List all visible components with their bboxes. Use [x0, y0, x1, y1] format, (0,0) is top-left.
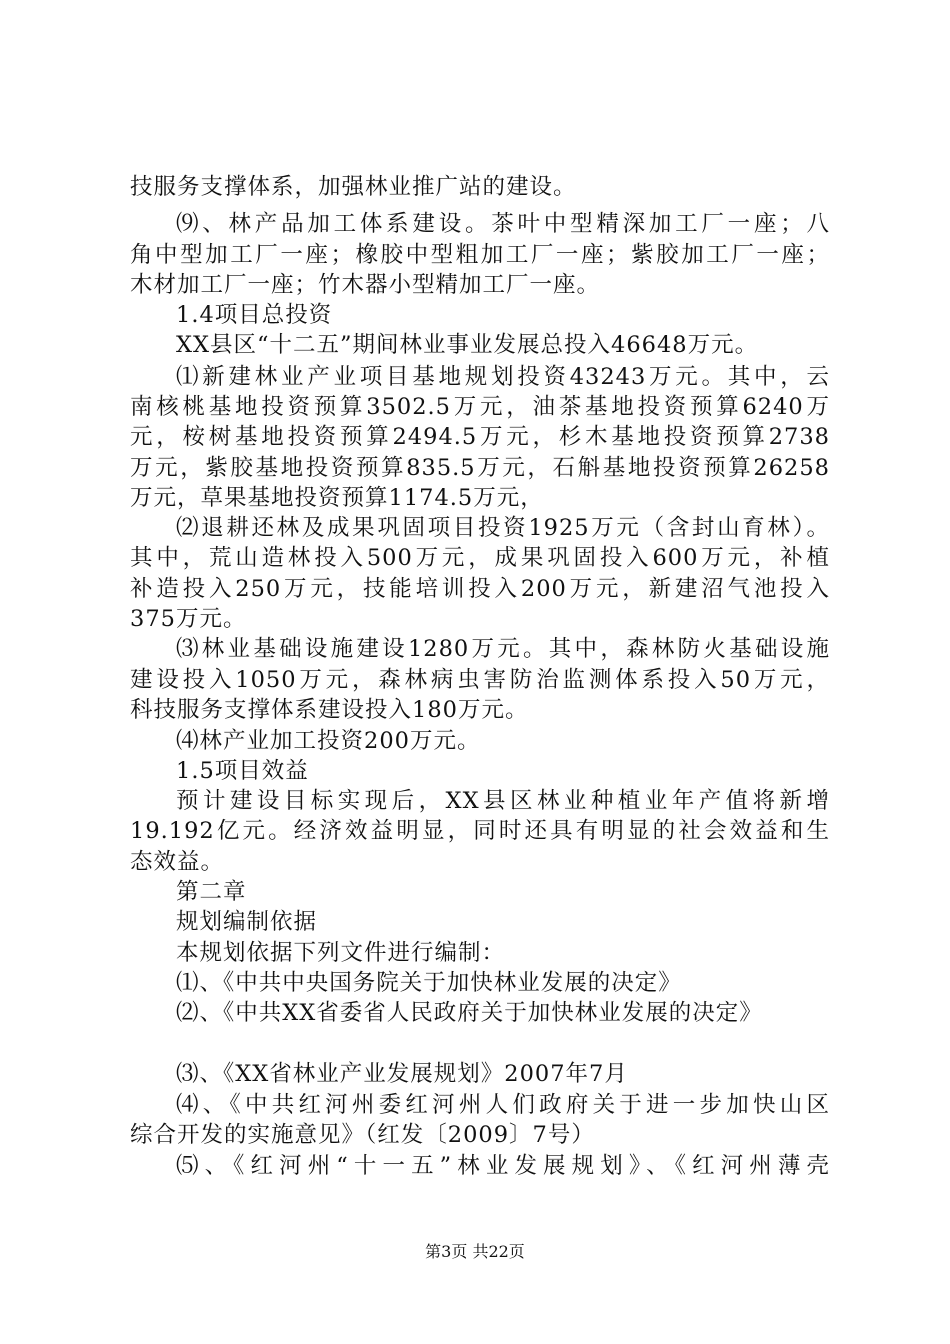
text-line: 补造投入250万元，技能培训投入200万元，新建沼气池投入	[130, 576, 830, 602]
text-line: ⑷林产业加工投资200万元。	[176, 728, 481, 754]
page-footer: 第3页 共22页	[425, 1242, 525, 1261]
text-line: ⑷、《中共红河州委红河州人们政府关于进一步加快山区	[176, 1092, 830, 1118]
text-line: 木材加工厂一座；竹木器小型精加工厂一座。	[130, 272, 601, 298]
text-line: 南核桃基地投资预算3502.5万元，油茶基地投资预算6240万	[130, 394, 830, 420]
text-line: 综合开发的实施意见》（红发〔2009〕7号）	[130, 1122, 595, 1148]
text-line: 科技服务支撑体系建设投入180万元。	[130, 697, 529, 723]
text-line: ⑶、《XX省林业产业发展规划》2007年7月	[176, 1061, 628, 1087]
text-line: ⑸、《红河州“十一五”林业发展规划》、《红河州薄壳	[176, 1153, 830, 1179]
text-line: 万元，草果基地投资预算1174.5万元，	[130, 485, 544, 511]
chapter-heading: 第二章	[176, 879, 247, 905]
text-line: 本规划依据下列文件进行编制：	[176, 940, 506, 966]
text-line: ⑼、林产品加工体系建设。茶叶中型精深加工厂一座；八	[176, 211, 830, 237]
text-line: 技服务支撑体系，加强林业推广站的建设。	[130, 174, 577, 200]
text-line: ⑴新建林业产业项目基地规划投资43243万元。其中，云	[176, 364, 830, 390]
text-line: 375万元。	[130, 606, 247, 632]
text-line: 其中，荒山造林投入500万元，成果巩固投入600万元，补植	[130, 545, 830, 571]
section-heading: 1.4项目总投资	[176, 302, 333, 328]
text-line: 角中型加工厂一座；橡胶中型粗加工厂一座；紫胶加工厂一座；	[130, 242, 830, 268]
text-line: 元，桉树基地投资预算2494.5万元，杉木基地投资预算2738	[130, 424, 830, 450]
text-line: 预计建设目标实现后，XX县区林业种植业年产值将新增	[176, 788, 830, 814]
text-line: 19.192亿元。经济效益明显，同时还具有明显的社会效益和生	[130, 818, 830, 844]
chapter-title: 规划编制依据	[176, 909, 318, 935]
text-line: 态效益。	[130, 849, 225, 875]
section-heading: 1.5项目效益	[176, 758, 309, 784]
text-line: ⑵退耕还林及成果巩固项目投资1925万元（含封山育林）。	[176, 515, 830, 541]
text-line: 建设投入1050万元，森林病虫害防治监测体系投入50万元，	[130, 667, 830, 693]
text-line: ⑶林业基础设施建设1280万元。其中，森林防火基础设施	[176, 636, 830, 662]
text-line: XX县区“十二五”期间林业事业发展总投入46648万元。	[176, 332, 759, 358]
text-line: ⑵、《中共XX省委省人民政府关于加快林业发展的决定》	[176, 1000, 763, 1026]
text-line: 万元，紫胶基地投资预算835.5万元，石斛基地投资预算26258	[130, 455, 830, 481]
text-line: ⑴、《中共中央国务院关于加快林业发展的决定》	[176, 970, 682, 996]
